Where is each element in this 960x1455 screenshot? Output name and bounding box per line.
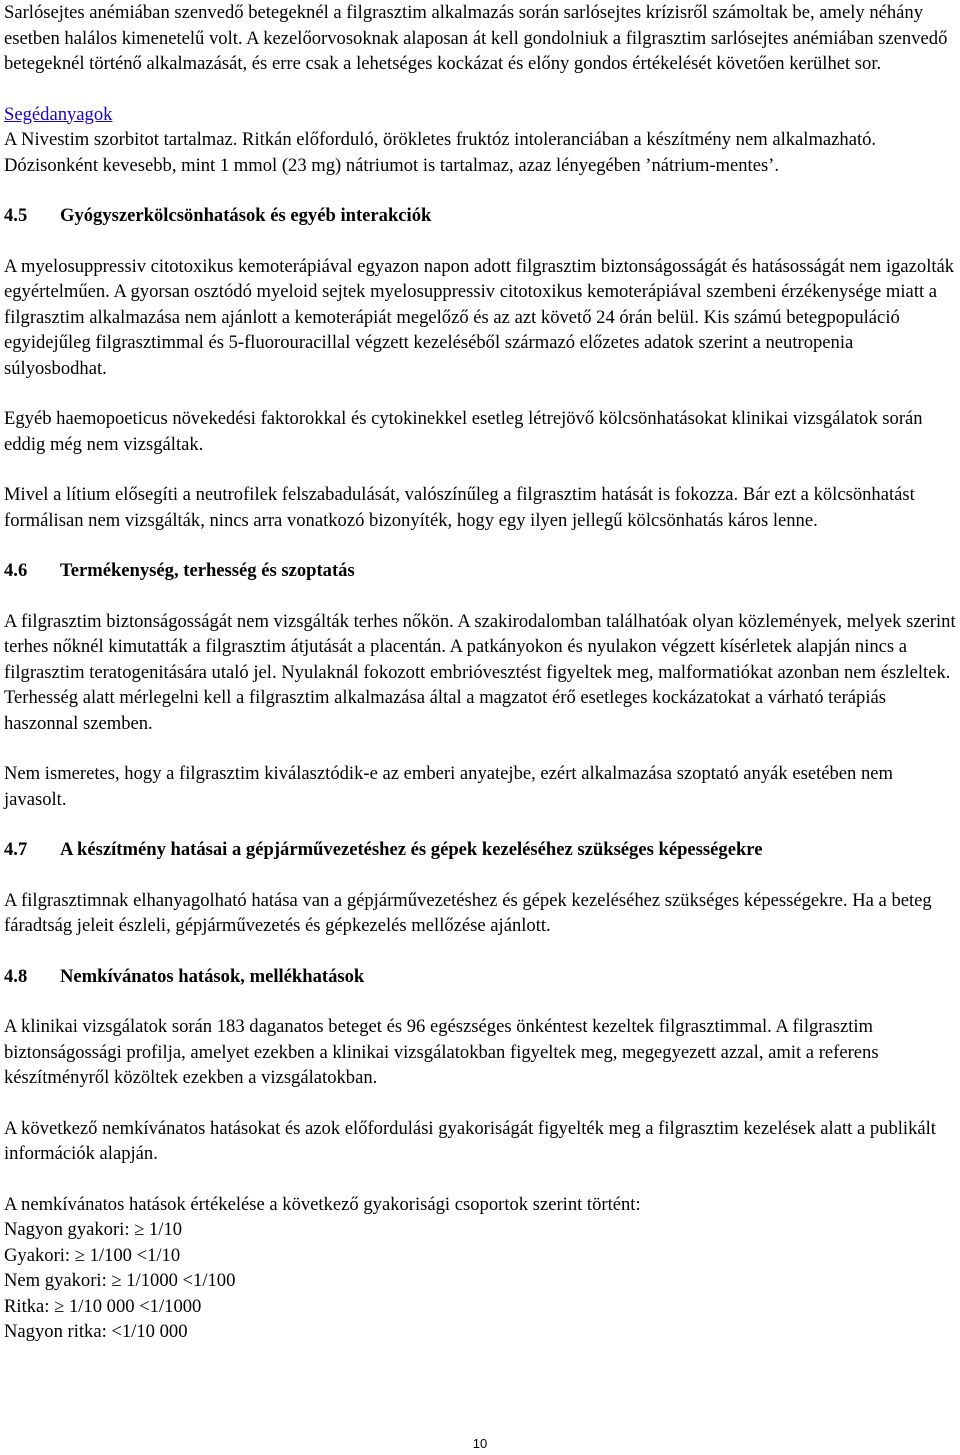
section-number: 4.7 <box>4 839 28 860</box>
interactions-paragraph-1: A myelosuppressiv citotoxikus kemoterápiával egyazon napon adott filgrasztim biztonságosságát és hatásosságát nem igazolták egyértelműen. A gyorsan osztódó myeloid sejtek myelosuppressiv citotoxikus kemoterápiával szembeni érzékenysége miatt a filgrasztim alkalmazása nem ajánlott a kemoterápiát megelőző és az azt követő 24 órán belül. Kis számú betegpopuláció egyidejűleg filgrasztimmal és 5-fluorouracillal végzett kezeléséből származó előzetes adatok szerint a neutropenia súlyosbodhat. <box>4 255 955 379</box>
section-title: Termékenység, terhesség és szoptatás <box>60 560 355 581</box>
section-number: 4.5 <box>4 205 28 226</box>
frequency-item: Nem gyakori: ≥ 1/1000 <1/100 <box>4 1270 236 1291</box>
spacer <box>4 229 956 254</box>
intro-paragraph: Sarlósejtes anémiában szenvedő betegeknél a filgrasztim alkalmazás során sarlósejtes krízisről számoltak be, amely néhány esetben halálos kimenetelű volt. A kezelőorvosoknak alaposan át kell gondolniuk a filgrasztim sarlósejtes anémiában szenvedő betegeknél történő alkalmazását, és erre csak a lehetséges kockázat és előny gondos értékelését követően kerülhet sor. <box>4 2 948 74</box>
frequency-item: Nagyon ritka: <1/10 000 <box>4 1321 188 1342</box>
section-title: Nemkívánatos hatások, mellékhatások <box>60 965 365 987</box>
section-heading-4-6 <box>4 558 956 584</box>
spacer <box>4 812 956 837</box>
spacer <box>4 1091 956 1116</box>
section-title: A készítmény hatásai a gépjárművezetéshez és gépek kezeléséhez szükséges képességekre <box>60 839 763 860</box>
section-heading-4-7 <box>4 837 956 863</box>
page-number: 10 <box>472 1436 488 1451</box>
section-heading-4-5 <box>4 203 956 229</box>
section-number: 4.6 <box>4 560 28 581</box>
spacer <box>4 736 956 761</box>
spacer <box>4 381 956 406</box>
section-heading-4-8 <box>4 964 956 990</box>
spacer <box>4 863 956 888</box>
adverse-paragraph-2: A következő nemkívánatos hatásokat és azok előfordulási gyakoriságát figyelték meg a filgrasztim kezelések alatt a publikált információk alapján. <box>4 1117 936 1164</box>
excipients-paragraph: A Nivestim szorbitot tartalmaz. Ritkán előforduló, örökletes fruktóz intoleranciában a készítmény nem alkalmazható. Dózisonként kevesebb, mint 1 mmol (23 mg) nátriumot is tartalmaz, azaz lényegében ’nátrium-mentes’. <box>4 129 877 176</box>
adverse-paragraph-1: A klinikai vizsgálatok során 183 daganatos beteget és 96 egészséges önkéntest kezeltek filgrasztimmal. A filgrasztim biztonságossági profilja, amelyet ezekben a klinikai vizsgálatokban figyeltek meg, megegyezett azzal, amit a referens készítményről közöltek ezekben a vizsgálatokban. <box>4 1016 879 1088</box>
adverse-paragraph-3: A nemkívánatos hatások értékelése a következő gyakorisági csoportok szerint történt: <box>4 1193 641 1215</box>
document-page <box>4 0 956 1345</box>
pregnancy-paragraph-2: Nem ismeretes, hogy a filgrasztim kiválasztódik-e az emberi anyatejbe, ezért alkalmazása szoptató anyák esetében nem javasolt. <box>4 763 894 810</box>
section-title: Gyógyszerkölcsönhatások és egyéb interakciók <box>60 205 432 226</box>
driving-paragraph: A filgrasztimnak elhanyagolható hatása van a gépjárművezetéshez és gépek kezeléséhez szükséges képességekre. Ha a beteg fáradtság jeleit észleli, gépjárművezetés és gépkezelés mellőzése ajánlott. <box>4 889 932 936</box>
frequency-list <box>4 1217 956 1345</box>
spacer <box>4 939 956 964</box>
section-number: 4.8 <box>4 965 28 987</box>
interactions-paragraph-3: Mivel a lítium elősegíti a neutrofilek felszabadulását, valószínűleg a filgrasztim hatását is fokozza. Bár ezt a kölcsönhatást formálisan nem vizsgálták, nincs arra vonatkozó bizonyíték, hogy egy ilyen jellegű kölcsönhatás káros lenne. <box>4 484 915 531</box>
frequency-item: Ritka: ≥ 1/10 000 <1/1000 <box>4 1295 202 1317</box>
interactions-paragraph-2: Egyéb haemopoeticus növekedési faktorokkal és cytokinekkel esetleg létrejövő kölcsönhatásokat klinikai vizsgálatok során eddig még nem vizsgáltak. <box>4 408 923 455</box>
spacer <box>4 457 956 482</box>
frequency-item: Gyakori: ≥ 1/100 <1/10 <box>4 1244 181 1266</box>
spacer <box>4 989 956 1014</box>
excipients-link[interactable] <box>4 102 956 128</box>
pregnancy-paragraph-1: A filgrasztim biztonságosságát nem vizsgálták terhes nőkön. A szakirodalomban találhatóak olyan közlemények, melyek szerint terhes nőknél kimutatták a filgrasztim átjutását a placentán. A patkányokon és nyulakon végzett kísérletek alapján nincs a filgrasztim teratogenitására utaló jel. Nyulaknál fokozott embrióvesztést figyeltek meg, malformatiókat azonban nem észleltek. Terhesség alatt mérlegelni kell a filgrasztim alkalmazása által a magzatot érő esetleges kockázatokat a várható terápiás haszonnal szemben. <box>4 610 956 734</box>
frequency-item: Nagyon gyakori: ≥ 1/10 <box>4 1219 183 1240</box>
spacer <box>4 178 956 203</box>
excipients-link-text[interactable]: Segédanyagok <box>4 103 113 125</box>
spacer <box>4 584 956 609</box>
spacer <box>4 77 956 102</box>
spacer <box>4 533 956 558</box>
spacer <box>4 1167 956 1192</box>
